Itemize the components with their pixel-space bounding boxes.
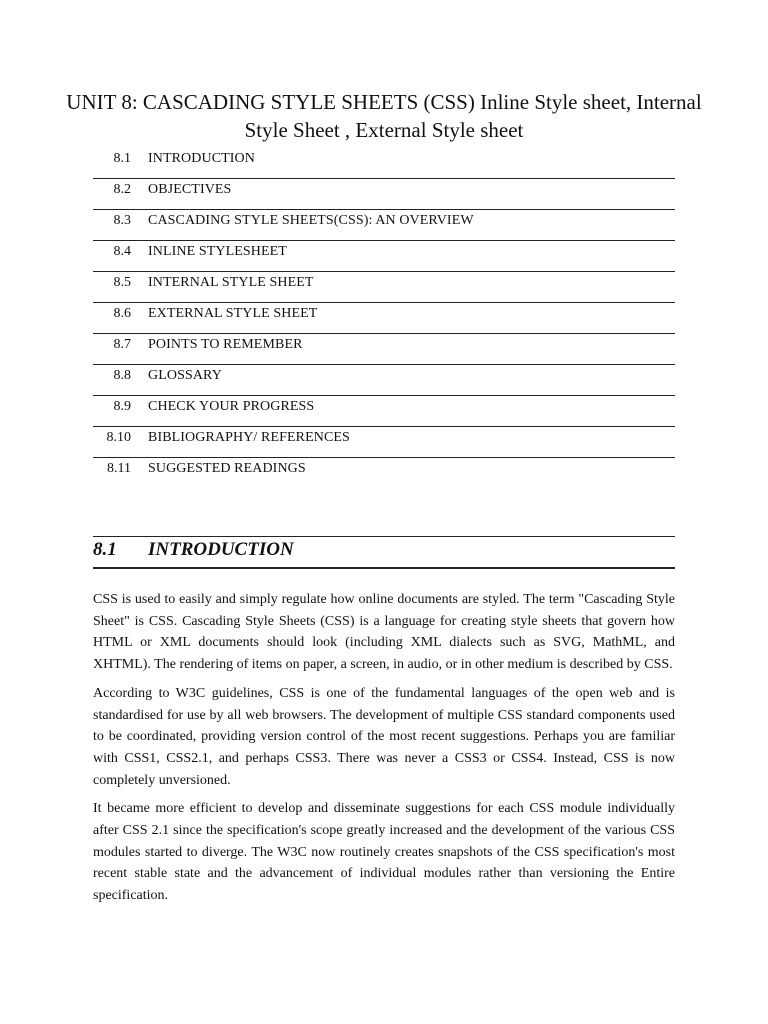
toc-row-8-4 xyxy=(93,241,675,272)
toc-number: 8.2 xyxy=(113,182,131,197)
toc-row-8-5 xyxy=(93,272,675,303)
toc-number: 8.3 xyxy=(113,213,131,228)
toc-label: CHECK YOUR PROGRESS xyxy=(148,399,315,414)
toc-number: 8.11 xyxy=(107,461,131,476)
toc-label: OBJECTIVES xyxy=(148,182,232,197)
paragraph: According to W3C guidelines, CSS is one of the fundamental languages of the open web and is standardised for use by all web browsers. The development of multiple CSS standard components used to be coordinated, providing version control of the most recent suggestions. Perhaps you are familiar with CSS1, CSS2.1, and perhaps CSS3. There was never a CSS3 or CSS4. Instead, CSS is now completely unversioned. xyxy=(93,685,675,788)
toc-row-8-11 xyxy=(93,458,675,488)
toc-label: GLOSSARY xyxy=(148,368,222,383)
toc-label: INTRODUCTION xyxy=(148,151,255,166)
paragraph: CSS is used to easily and simply regulate how online documents are styled. The term "Cascading Style Sheet" is CSS. Cascading Style Sheets (CSS) is a language for creating style sheets that govern how HTML or XML documents should look (including XML dialects such as SVG, MathML, and XHTML). The rendering of items on paper, a screen, in audio, or in other medium is described by CSS. xyxy=(93,592,675,673)
toc-number: 8.1 xyxy=(113,151,131,166)
toc-number: 8.8 xyxy=(113,368,131,383)
toc-label: SUGGESTED READINGS xyxy=(148,461,306,476)
toc-row-8-3 xyxy=(93,210,675,241)
toc-label: INTERNAL STYLE SHEET xyxy=(148,275,314,290)
paragraph: It became more efficient to develop and disseminate suggestions for each CSS module individually after CSS 2.1 since the specification's scope greatly increased and the development of the various CSS modules started to diverge. The W3C now routinely creates snapshots of the CSS specification's most recent stable state and the advancement of individual modules rather than versioning the Entire specification. xyxy=(93,801,675,904)
section-number: 8.1 xyxy=(93,539,117,560)
toc-number: 8.6 xyxy=(113,306,131,321)
toc-number: 8.5 xyxy=(113,275,131,290)
toc-number: 8.7 xyxy=(113,337,131,352)
toc-label: CASCADING STYLE SHEETS(CSS): AN OVERVIEW xyxy=(148,213,474,228)
toc-row-8-10 xyxy=(93,427,675,458)
section-heading xyxy=(93,536,675,569)
toc-label: POINTS TO REMEMBER xyxy=(148,337,303,352)
toc-label: INLINE STYLESHEET xyxy=(148,244,287,259)
toc-number: 8.10 xyxy=(106,430,131,445)
section-body xyxy=(93,589,675,914)
toc-row-8-9 xyxy=(93,396,675,427)
toc-label: BIBLIOGRAPHY/ REFERENCES xyxy=(148,430,350,445)
toc-number: 8.4 xyxy=(113,244,131,259)
toc-row-8-2 xyxy=(93,179,675,210)
page-title: UNIT 8: CASCADING STYLE SHEETS (CSS) Inline Style sheet, Internal Style Sheet , External Style sheet xyxy=(66,90,702,142)
section-title: INTRODUCTION xyxy=(148,539,294,560)
toc-number: 8.9 xyxy=(113,399,131,414)
toc-row-8-7 xyxy=(93,334,675,365)
toc-row-8-1 xyxy=(93,148,675,179)
toc-row-8-8 xyxy=(93,365,675,396)
toc-label: EXTERNAL STYLE SHEET xyxy=(148,306,318,321)
toc-row-8-6 xyxy=(93,303,675,334)
table-of-contents xyxy=(93,148,675,488)
